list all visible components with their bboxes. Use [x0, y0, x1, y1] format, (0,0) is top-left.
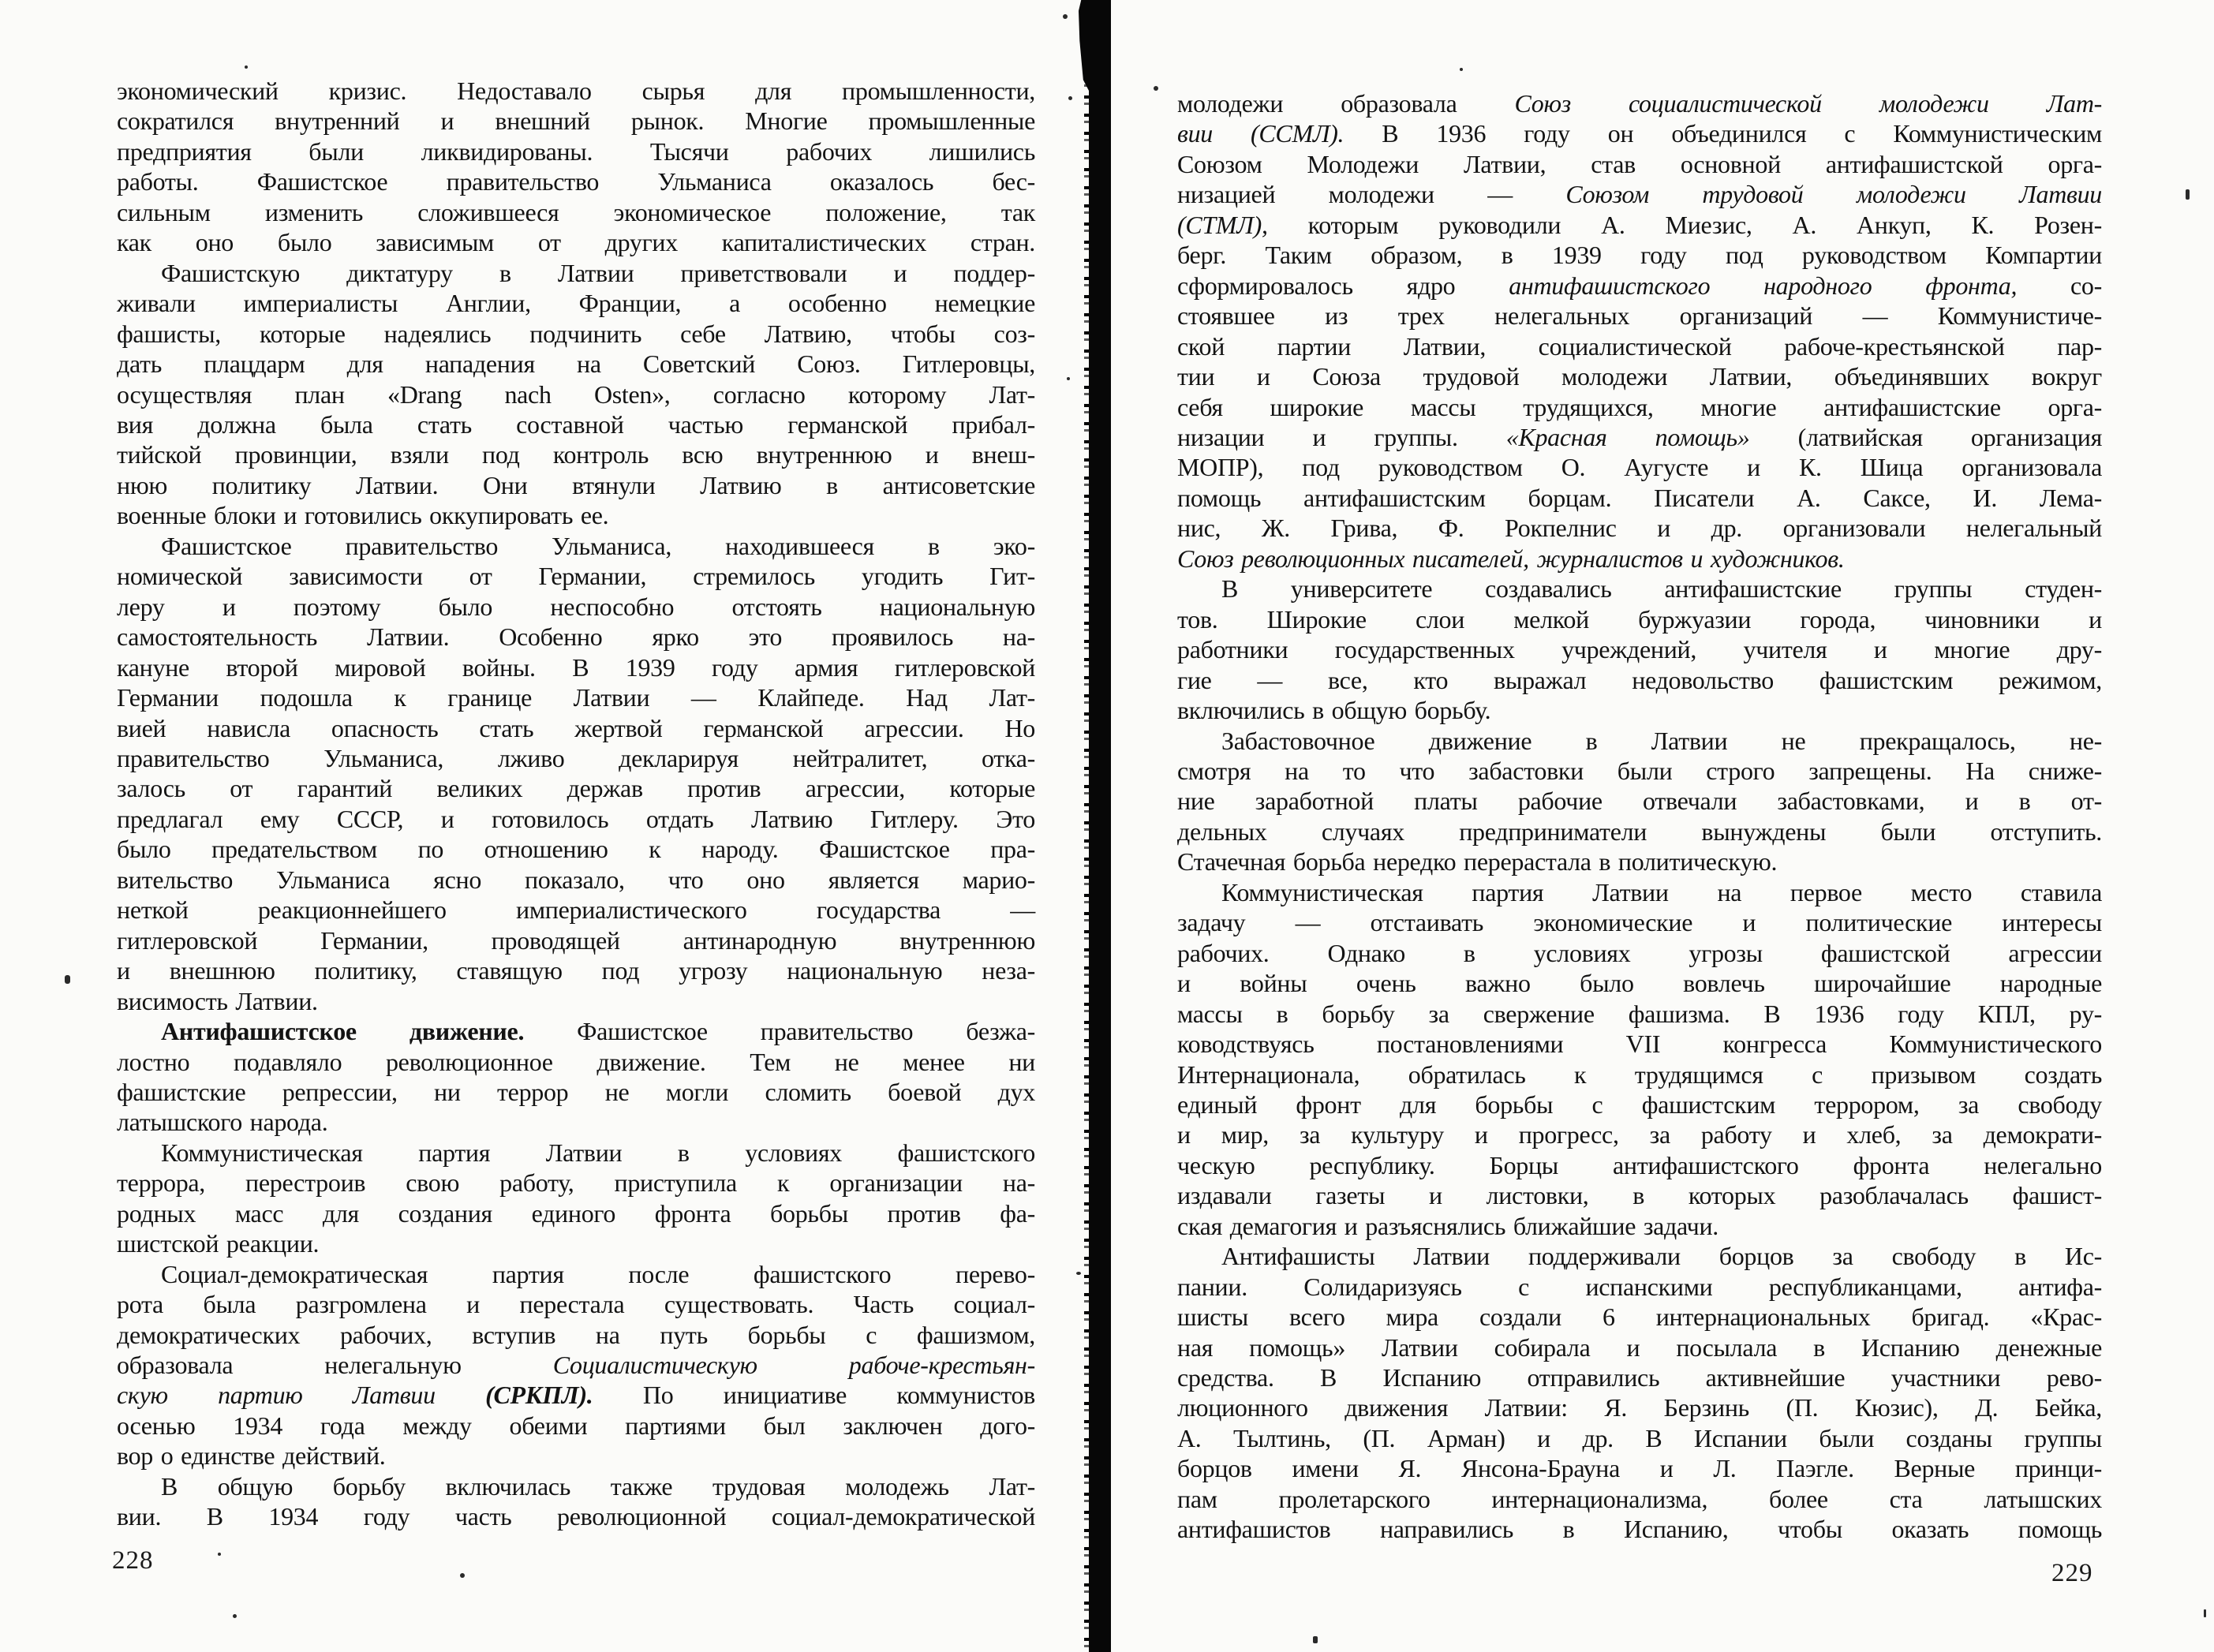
text-run: дать плацдарм для нападения на Советский Союз. Гитлеровцы, [117, 349, 1035, 379]
text-run: нис, Ж. Грива, Ф. Рокпелнис и др. организовали нелегальный [1177, 514, 2102, 543]
text-line [117, 1138, 1035, 1168]
text-line [117, 743, 1035, 773]
text-line [1177, 301, 2102, 331]
text-line [1177, 574, 2102, 604]
text-line [1177, 1241, 2102, 1271]
text-line [117, 773, 1035, 803]
text-run: фашисты, которые надеялись подчинить себе Латвию, чтобы соз- [117, 319, 1035, 348]
text-run: и войны очень важно было вовлечь широчайшие народные [1177, 969, 2102, 998]
text-line [117, 561, 1035, 591]
text-line [117, 1047, 1035, 1077]
text-line [117, 379, 1035, 409]
text-run: люционного движения Латвии: Я. Берзинь (П. Кюзис), Д. Бейка, [1177, 1393, 2102, 1422]
text-line [117, 1168, 1035, 1198]
binding-gutter-shadow [1089, 0, 1111, 1652]
ink-speck [1063, 14, 1068, 19]
text-line [117, 1077, 1035, 1107]
text-run: Антифашисты Латвии поддерживали борцов за свободу в Ис- [1221, 1242, 2102, 1271]
text-line [1177, 756, 2102, 786]
ink-speck [1068, 96, 1072, 100]
text-run: ческую республику. Борцы антифашистского фронта нелегально [1177, 1150, 2102, 1179]
ink-speck [1154, 86, 1158, 91]
text-line [1177, 907, 2102, 937]
ink-speck [1313, 1636, 1318, 1643]
text-run: ная помощь» Латвии собирала и посылала в Испанию денежные [1177, 1332, 2102, 1362]
text-run: Социалистическую рабоче-крестьян- [552, 1351, 1035, 1380]
text-run: дельных случаях предприниматели вынуждены были отступить. [1177, 817, 2102, 846]
text-line [1177, 938, 2102, 968]
ink-speck [2186, 189, 2190, 200]
text-run: вии (ССМЛ). [1177, 119, 1344, 148]
text-line [117, 1411, 1035, 1441]
text-run: залось от гарантий великих держав против агрессии, которые [117, 774, 1035, 803]
text-line [1177, 634, 2102, 664]
text-run: и внешнюю политику, ставящую под угрозу национальную неза- [117, 956, 1035, 985]
text-line [1177, 422, 2102, 452]
text-line [1177, 179, 2102, 209]
text-run: живали империалисты Англии, Франции, а особенно немецкие [117, 289, 1035, 318]
text-line [117, 925, 1035, 955]
text-line [1177, 452, 2102, 482]
ink-speck [65, 975, 70, 984]
text-line [117, 166, 1035, 196]
text-line [1177, 1272, 2102, 1302]
text-run: шистской реакции. [117, 1229, 320, 1258]
text-line [117, 1259, 1035, 1289]
text-line [1177, 1362, 2102, 1392]
text-run: вией нависла опасность стать жертвой германской агрессии. Но [117, 713, 1035, 742]
text-line [117, 622, 1035, 652]
text-line [1177, 968, 2102, 998]
left-page-text [117, 76, 1035, 1532]
text-run: тийской провинции, взяли под контроль всю внутреннюю и внеш- [117, 440, 1035, 469]
text-run: демократических рабочих, вступив на путь борьбы с фашизмом, [117, 1320, 1035, 1349]
text-run: правительство Ульманиса, лживо декларируя нейтралитет, отка- [117, 743, 1035, 772]
text-run: неткой реакционнейшего империалистического государства — [117, 895, 1035, 925]
text-run: предлагал ему СССР, и готовилось отдать Латвию Гитлеру. Это [117, 804, 1035, 833]
text-line [1177, 240, 2102, 270]
text-run: работы. Фашистское правительство Ульманиса оказалось бес- [117, 167, 1035, 196]
text-run: сократился внутренний и внешний рынок. Многие промышленные [117, 107, 1035, 136]
text-run: смотря на то что забастовки были строго запрещены. На сниже- [1177, 756, 2102, 785]
text-line [117, 592, 1035, 622]
text-line [117, 1107, 1035, 1137]
text-run: вор о единстве действий. [117, 1441, 386, 1471]
text-line [117, 1441, 1035, 1471]
text-run: пании. Солидаризуясь с испанскими республиканцами, антифа- [1177, 1272, 2102, 1301]
text-line [117, 136, 1035, 166]
text-run: Интернационала, обратилась к трудящимся с призывом создать [1177, 1060, 2102, 1089]
text-run: массы в борьбу за свержение фашизма. В 1936 году КПЛ, ру- [1177, 999, 2102, 1028]
text-run: осенью 1934 года между обеими партиями был заключен дого- [117, 1411, 1035, 1440]
text-line [1177, 88, 2102, 118]
text-run: Забастовочное движение в Латвии не прекращалось, не- [1221, 726, 2102, 755]
text-run: ководствуясь постановлениями VII конгресса Коммунистического [1177, 1030, 2102, 1059]
text-run: По инициативе коммунистов [593, 1381, 1035, 1410]
text-line [117, 955, 1035, 985]
text-run: себя широкие массы трудящихся, многие антифашистские орга- [1177, 392, 2102, 421]
text-line [1177, 604, 2102, 634]
text-line [1177, 361, 2102, 391]
text-run: было предательством по отношению к народу. Фашистское пра- [117, 835, 1035, 864]
text-line [117, 682, 1035, 712]
text-run: родных масс для создания единого фронта борьбы против фа- [117, 1198, 1035, 1228]
text-line [117, 834, 1035, 864]
text-line [117, 713, 1035, 743]
text-run: работники государственных учреждений, учителя и многие дру- [1177, 635, 2102, 664]
text-run: ние заработной платы рабочие отвечали забастовками, и в от- [1177, 787, 2102, 816]
text-run: нюю политику Латвии. Они втянули Латвию в антисоветские [117, 470, 1035, 499]
text-line [1177, 1060, 2102, 1089]
text-line [117, 258, 1035, 288]
text-line [117, 409, 1035, 439]
text-run: ская демагогия и разъяснялись ближайшие задачи. [1177, 1211, 1718, 1240]
text-run: военные блоки и готовились оккупировать ее. [117, 501, 609, 530]
text-line [1177, 786, 2102, 816]
right-page-text [1177, 88, 2102, 1545]
text-run: шисты всего мира создали 6 интернациональных бригад. «Крас- [1177, 1303, 2102, 1332]
text-run: латышского народа. [117, 1108, 328, 1137]
text-run: образовала нелегальную [117, 1351, 553, 1380]
text-run: вительство Ульманиса ясно показало, что оно является марио- [117, 865, 1035, 894]
text-run: Коммунистическая партия Латвии на первое место ставила [1221, 877, 2102, 906]
text-line [1177, 1150, 2102, 1180]
text-run: тии и Союза трудовой молодежи Латвии, объединявших вокруг [1177, 362, 2102, 391]
text-run: экономический кризис. Недоставало сырья для промышленности, [117, 77, 1035, 105]
text-line [1177, 665, 2102, 695]
text-run: гитлеровской Германии, проводящей антинародную внутреннюю [117, 925, 1035, 955]
ink-speck [460, 1573, 465, 1578]
text-run: Союз социалистической молодежи Лат- [1514, 89, 2102, 118]
text-line [117, 106, 1035, 136]
text-line [117, 470, 1035, 500]
text-line [1177, 1089, 2102, 1119]
text-line [117, 865, 1035, 895]
text-run: средства. В Испанию отправились активнейшие участники рево- [1177, 1363, 2102, 1392]
text-run: пам пролетарского интернационализма, более ста латышских [1177, 1484, 2102, 1513]
text-run: Фашистскую диктатуру в Латвии приветствовали и поддер- [161, 258, 1035, 287]
text-run: (латвийская организация [1749, 422, 2102, 451]
text-run: молодежи образовала [1177, 89, 1515, 118]
text-run: гие — все, кто выражал недовольство фашистским режимом, [1177, 665, 2102, 694]
text-run: (СРКПЛ). [485, 1381, 593, 1410]
text-line [1177, 271, 2102, 301]
text-line [117, 1350, 1035, 1380]
ink-speck [233, 1614, 237, 1618]
text-run: осуществляя план «Drang nach Osten», согласно которому Лат- [117, 379, 1035, 409]
text-run: сформировалось ядро [1177, 271, 1509, 300]
text-run: В 1936 году он объединился с Коммунистическим [1344, 119, 2102, 148]
text-line [1177, 483, 2102, 513]
text-run: которым руководили А. Миезис, А. Анкуп, К. Розен- [1267, 210, 2102, 239]
text-run: предприятия были ликвидированы. Тысячи рабочих лишились [117, 136, 1035, 166]
text-line [1177, 1029, 2102, 1059]
text-run: Германии подошла к границе Латвии — Клайпеде. Над Лат- [117, 683, 1035, 712]
text-line [1177, 544, 2102, 574]
text-run: включились в общую борьбу. [1177, 696, 1491, 725]
text-line [117, 1501, 1035, 1531]
text-run: антифашистского народного фронта, [1509, 271, 2018, 300]
text-line [1177, 1423, 2102, 1453]
text-line [1177, 817, 2102, 847]
text-line [1177, 513, 2102, 543]
text-line [117, 1380, 1035, 1410]
text-line [1177, 210, 2102, 240]
text-line [1177, 877, 2102, 907]
text-run: вия должна была стать составной частью германской прибал- [117, 409, 1035, 439]
text-run: задачу — отстаивать экономические и политические интересы [1177, 908, 2102, 937]
text-line [117, 227, 1035, 257]
text-run: берг. Таким образом, в 1939 году под руководством Компартии [1177, 241, 2102, 270]
text-run: леру и поэтому было неспособно отстоять национальную [117, 592, 1035, 621]
text-line [1177, 1392, 2102, 1422]
text-run: Союзом Молодежи Латвии, став основной антифашистской орга- [1177, 149, 2102, 178]
text-run: Фашистское правительство Ульманиса, находившееся в эко- [161, 531, 1035, 560]
ink-speck [245, 65, 248, 69]
text-run: Антифашистское движение. [161, 1017, 525, 1046]
text-run: издавали газеты и листовки, в которых разоблачалась фашист- [1177, 1181, 2102, 1210]
text-run: фашистские репрессии, ни террор не могли сломить боевой дух [117, 1077, 1035, 1106]
text-line [117, 439, 1035, 469]
text-run: Фашистское правительство безжа- [524, 1017, 1035, 1046]
text-run: тов. Широкие слои мелкой буржуазии города, чиновники и [1177, 604, 2102, 634]
text-run: В университете создавались антифашистские группы студен- [1221, 574, 2102, 604]
ink-speck [1067, 377, 1070, 380]
text-run: ской партии Латвии, социалистической рабоче-крестьянской пар- [1177, 331, 2102, 361]
text-line [117, 986, 1035, 1016]
text-line [1177, 695, 2102, 725]
text-run: Стачечная борьба нередко перерастала в политическую. [1177, 847, 1778, 876]
text-run: (СТМЛ), [1177, 210, 1268, 239]
ink-speck [2204, 1609, 2206, 1617]
text-run: единый фронт для борьбы с фашистским террором, за свободу [1177, 1089, 2102, 1119]
text-line [117, 76, 1035, 106]
text-line [117, 1228, 1035, 1258]
text-run: номической зависимости от Германии, стремилось угодить Гит- [117, 562, 1035, 591]
text-line [117, 1320, 1035, 1350]
text-line [117, 804, 1035, 834]
text-run: помощь антифашистским борцам. Писатели А. Саксе, И. Лема- [1177, 483, 2102, 512]
text-run: как оно было зависимым от других капиталистических стран. [117, 228, 1035, 257]
text-run: скую партию Латвии [117, 1381, 486, 1410]
text-line [117, 1471, 1035, 1501]
text-line [1177, 1180, 2102, 1210]
text-line [1177, 1484, 2102, 1514]
text-line [1177, 847, 2102, 876]
text-run: вии. В 1934 году часть революционной социал-демократической [117, 1502, 1035, 1531]
text-run: МОПР), под руководством О. Аугусте и К. Шица организовала [1177, 453, 2102, 482]
text-run: антифашистов направились в Испанию, чтобы оказать помощь [1177, 1515, 2102, 1544]
text-run: лостно подавляло революционное движение. Тем не менее ни [117, 1047, 1035, 1076]
text-line [117, 288, 1035, 318]
text-line [117, 1016, 1035, 1046]
text-line [117, 197, 1035, 227]
ink-speck [1460, 68, 1463, 71]
text-line [1177, 1302, 2102, 1332]
text-line [117, 652, 1035, 682]
text-run: рота была разгромлена и перестала существовать. Часть социал- [117, 1290, 1035, 1319]
text-line [1177, 392, 2102, 422]
text-line [1177, 118, 2102, 148]
text-line [117, 1289, 1035, 1319]
text-line [1177, 331, 2102, 361]
text-run: «Красная помощь» [1505, 422, 1750, 451]
page-number-left: 228 [112, 1546, 154, 1575]
text-run: Коммунистическая партия Латвии в условиях фашистского [161, 1138, 1035, 1167]
text-run: со- [2017, 271, 2102, 300]
text-run: самостоятельность Латвии. Особенно ярко это проявилось на- [117, 622, 1035, 652]
text-line [1177, 999, 2102, 1029]
text-run: сильным изменить сложившееся экономическое положение, так [117, 197, 1035, 226]
text-line [1177, 1332, 2102, 1362]
page-number-right: 229 [2051, 1559, 2093, 1587]
text-run: кануне второй мировой войны. В 1939 году армия гитлеровской [117, 652, 1035, 682]
text-run: Союзом трудовой молодежи Латвии [1565, 180, 2102, 209]
text-run: низацией молодежи — [1177, 180, 1566, 209]
text-run: террора, перестроив свою работу, приступила к организации на- [117, 1168, 1035, 1198]
text-run: низации и группы. [1177, 422, 1506, 451]
text-run: рабочих. Однако в условиях угрозы фашистской агрессии [1177, 938, 2102, 967]
text-run: борцов имени Я. Янсона-Брауна и Л. Паэгле. Верные принци- [1177, 1454, 2102, 1483]
ink-speck [1076, 1272, 1081, 1275]
text-line [1177, 1119, 2102, 1149]
text-line [117, 531, 1035, 561]
ink-speck [218, 1553, 221, 1556]
text-line [117, 319, 1035, 349]
text-run: А. Тылтинь, (П. Арман) и др. В Испании были созданы группы [1177, 1423, 2102, 1452]
text-line [1177, 1211, 2102, 1241]
text-run: Социал-демократическая партия после фашистского перево- [161, 1259, 1035, 1288]
text-line [117, 500, 1035, 530]
text-line [1177, 149, 2102, 179]
text-run: стоявшее из трех нелегальных организаций — Коммунистиче- [1177, 301, 2102, 331]
text-line [117, 349, 1035, 379]
text-run: и мир, за культуру и прогресс, за работу и хлеб, за демократи- [1177, 1120, 2102, 1149]
text-line [1177, 726, 2102, 756]
text-run: висимость Латвии. [117, 986, 318, 1015]
text-line [1177, 1514, 2102, 1544]
text-line [117, 1198, 1035, 1228]
text-line [117, 895, 1035, 925]
text-run: Союз революционных писателей, журналистов и художников. [1177, 544, 1845, 573]
text-line [1177, 1453, 2102, 1483]
text-run: В общую борьбу включилась также трудовая молодежь Лат- [161, 1471, 1035, 1501]
